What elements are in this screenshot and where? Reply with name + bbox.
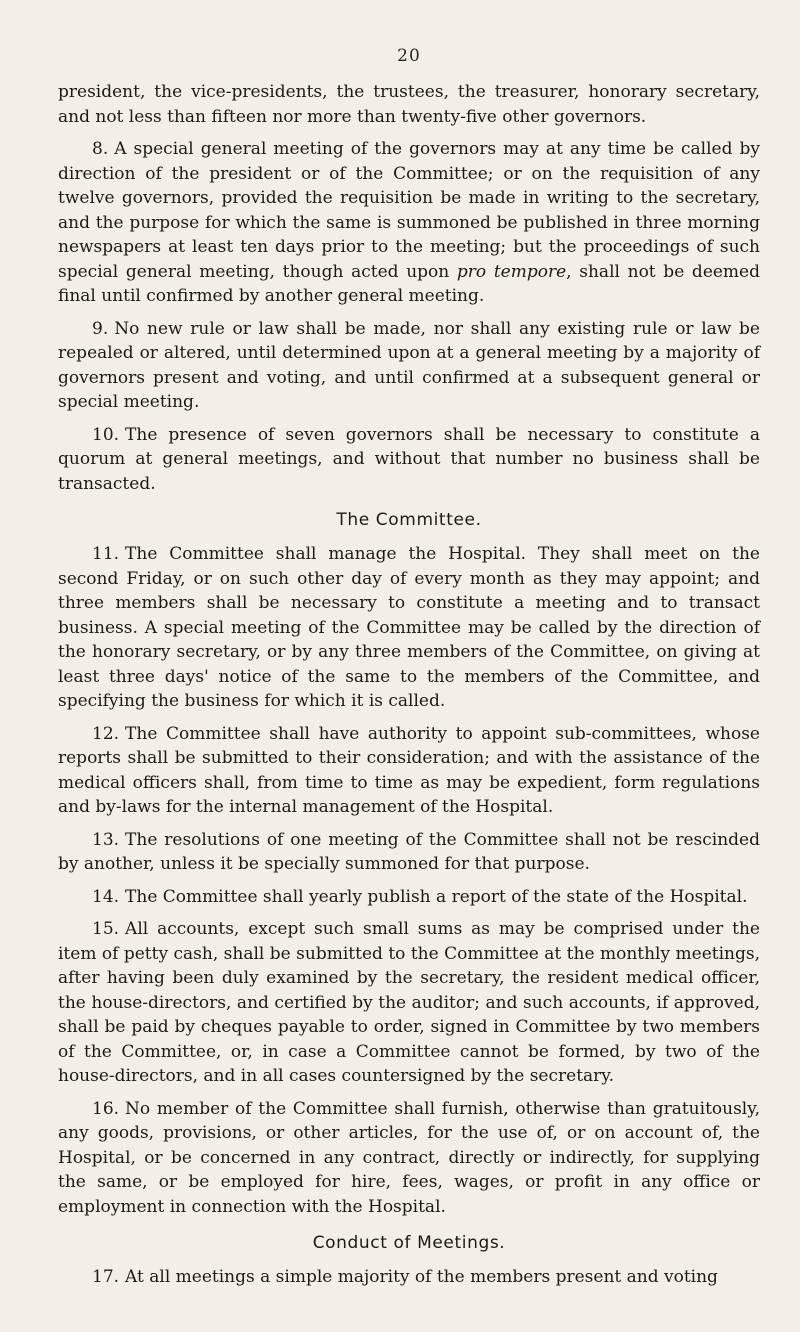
clause-text: No new rule or law shall be made, nor shall any existing rule or law be repealed or altered, until determined upon at a general meeting by a majority of governors present and voting, and until confirmed at a subsequent general or special meeting. <box>58 318 760 412</box>
clause-number: 17. <box>92 1267 120 1287</box>
clause-13 <box>58 828 760 877</box>
clause-number: 8. <box>92 139 109 159</box>
clause-text: At all meetings a simple majority of the members present and voting <box>125 1267 718 1287</box>
clause-12 <box>58 722 760 820</box>
clause-11 <box>58 542 760 714</box>
paragraph-continuation: president, the vice-presidents, the trustees, the treasurer, honorary secretary, and not less than fifteen nor more than twenty-five other governors. <box>58 82 760 127</box>
clause-number: 14. <box>92 886 120 907</box>
clause-text: The presence of seven governors shall be necessary to constitute a quorum at general meetings, and without that number no business shall be transacted. <box>58 424 760 494</box>
clause-15 <box>58 917 760 1089</box>
clause-number: 15. <box>92 919 120 939</box>
section-heading-committee: The Committee. <box>336 510 482 530</box>
section-heading-conduct: Conduct of Meetings. <box>312 1233 506 1253</box>
clause-text: A special general meeting of the governors may at any time be called by direction of the president or of the Committee; or on the requisition of any twelve governors, provided the requisition be made in writing to the secretary, and the purpose for which the same is summoned be published in three morning newspapers at least ten days prior to the meeting; but the proceedings of such special general meeting, though acted upon <box>58 139 760 282</box>
clause-text: All accounts, except such small sums as may be comprised under the item of petty cash, shall be submitted to the Committee at the monthly meetings, after having been duly examined by the secretary, the resident medical officer, the house-directors, and certified by the auditor; and such accounts, if approved, shall be paid by cheques payable to order, signed in Committee by two members of the Committee, or, in case a Committee cannot be formed, by two of the house-directors, and in all cases countersigned by the secretary. <box>58 919 760 1086</box>
clause-16 <box>58 1097 760 1220</box>
clause-text: The resolutions of one meeting of the Committee shall not be rescinded by another, unless it be specially summoned for that purpose. <box>58 829 760 874</box>
clause-number: 10. <box>92 424 120 445</box>
clause-9 <box>58 317 760 415</box>
page-number: 20 <box>397 46 421 66</box>
clause-10 <box>58 423 760 497</box>
clause-number: 11. <box>92 544 120 564</box>
clause-number: 16. <box>92 1098 120 1119</box>
clause-text: The Committee shall manage the Hospital. They shall meet on the second Friday, or on such other day of every month as they may appoint; and three members shall be necessary to constitute a meeting and to transact business. A special meeting of the Committee may be called by the direction of the honorary secretary, or by any three members of the Committee, on giving at least three days' notice of the same to the members of the Committee, and specifying the business for which it is called. <box>58 544 760 711</box>
clause-text: No member of the Committee shall furnish, otherwise than gratuitously, any goods, provisions, or other articles, for the use of, or on account of, the Hospital, or be concerned in any contract, directly or indirectly, for supplying the same, or be employed for hire, fees, wages, or profit in any office or employment in connection with the Hospital. <box>58 1098 760 1217</box>
clause-italic-term: pro tempore <box>456 261 567 282</box>
clause-8 <box>58 137 760 309</box>
clause-text: The Committee shall yearly publish a report of the state of the Hospital. <box>125 886 748 907</box>
clause-text: The Committee shall have authority to appoint sub-committees, whose reports shall be submitted to their consideration; and with the assistance of the medical officers shall, from time to time as may be expedient, form regulations and by-laws for the internal management of the Hospital. <box>58 723 760 817</box>
clause-14 <box>58 885 760 910</box>
clause-text: , shall not be deemed final until confirmed by another general meeting. <box>58 261 760 306</box>
clause-number: 12. <box>92 723 120 744</box>
clause-17 <box>58 1265 760 1290</box>
clause-number: 13. <box>92 829 120 850</box>
clause-number: 9. <box>92 318 109 339</box>
